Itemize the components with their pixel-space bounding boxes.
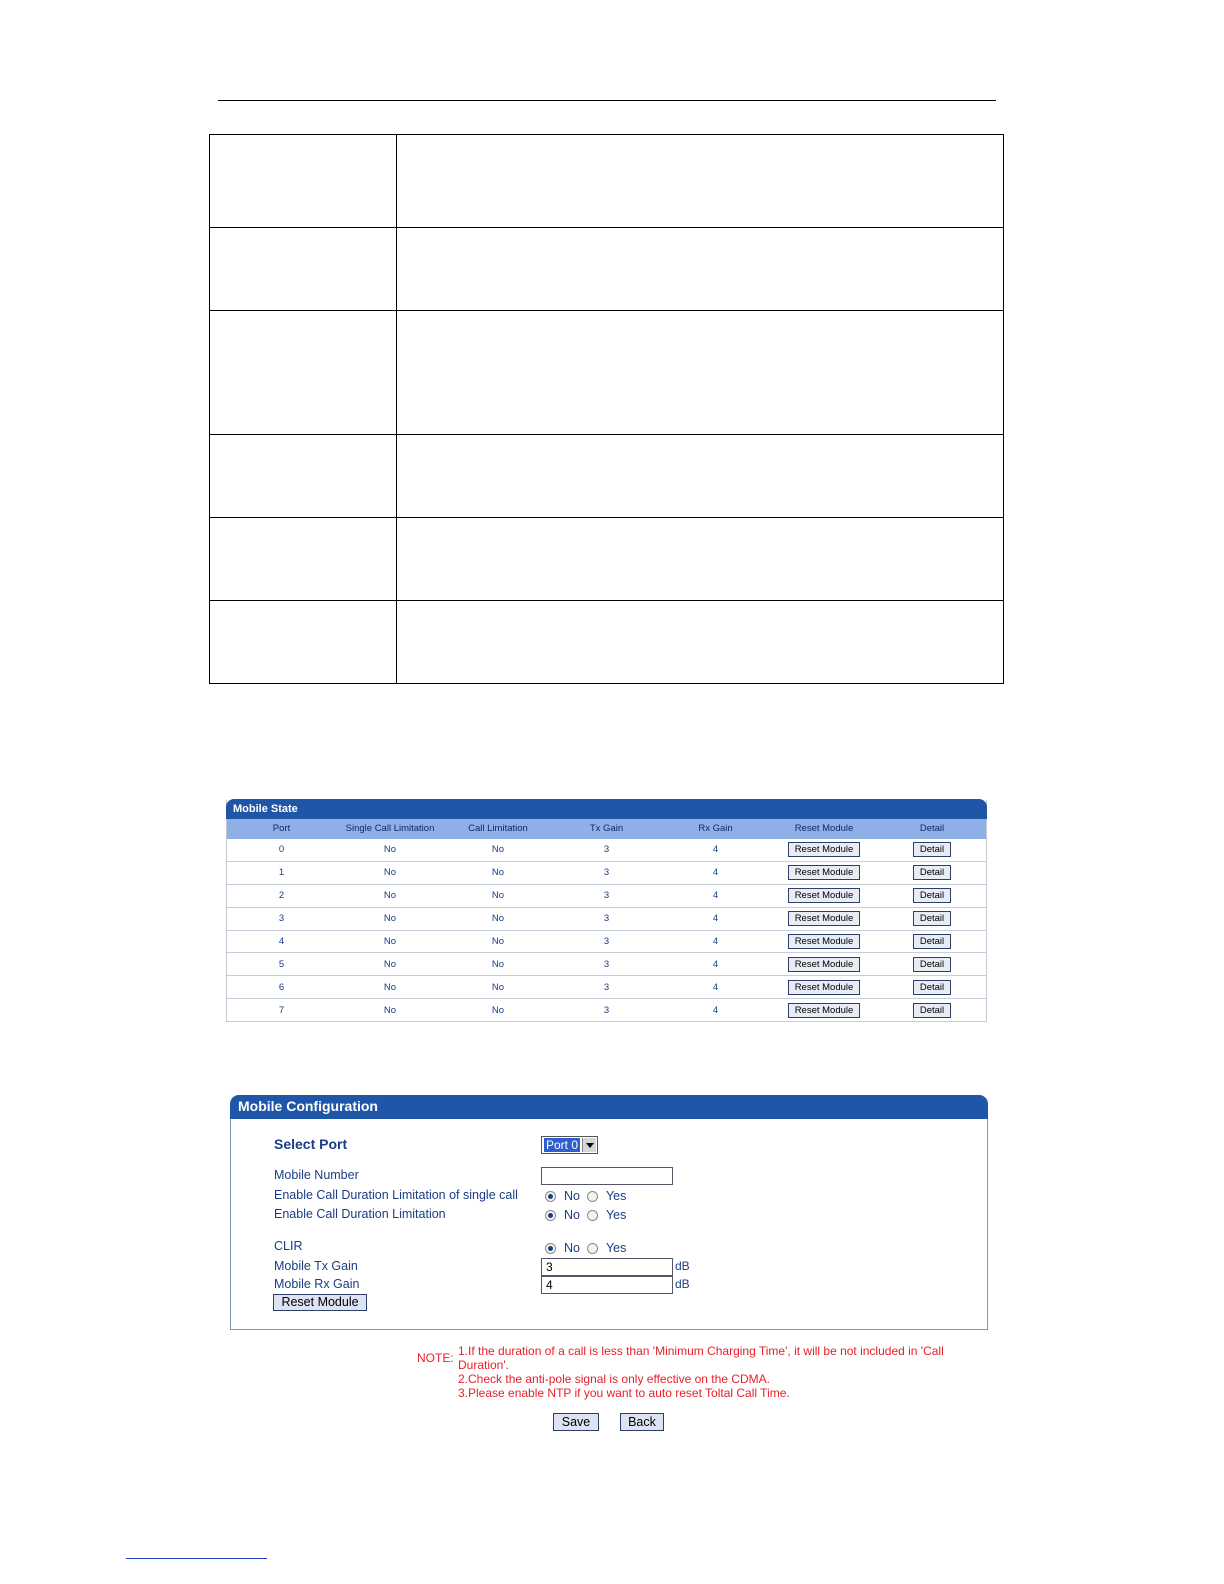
call-duration-yes-radio[interactable] [587, 1210, 598, 1221]
table-cell [210, 435, 397, 518]
reset-module-cell [770, 1003, 878, 1018]
port-cell: 2 [278, 890, 285, 902]
chevron-down-icon[interactable] [582, 1138, 596, 1152]
reset-module-button[interactable]: Reset Module [788, 888, 861, 903]
single-call-limitation-cell: No [383, 981, 397, 993]
port-cell: 5 [278, 958, 285, 970]
note-line-1-continued: Duration'. [458, 1358, 509, 1372]
rx-gain-cell: 4 [712, 890, 719, 902]
clir-radio-group [545, 1241, 633, 1255]
detail-button[interactable]: Detail [913, 934, 951, 949]
mobile-tx-gain-field[interactable] [541, 1258, 673, 1276]
mobile-number-label: Mobile Number [274, 1168, 359, 1182]
select-port-label: Select Port [274, 1136, 348, 1152]
detail-cell [878, 934, 986, 949]
call-limitation-cell: No [491, 867, 505, 879]
rx-gain-cell: 4 [712, 913, 719, 925]
single-call-limitation-cell: No [383, 844, 397, 856]
single-call-yes-radio[interactable] [587, 1191, 598, 1202]
detail-button[interactable]: Detail [913, 957, 951, 972]
table-cell [210, 135, 397, 228]
table-cell [210, 518, 397, 601]
rx-gain-cell: 4 [712, 867, 719, 879]
table-row [227, 885, 986, 908]
single-call-limitation-cell: No [383, 913, 397, 925]
call-duration-limitation-label: Enable Call Duration Limitation [274, 1207, 446, 1221]
port-cell: 1 [278, 867, 285, 879]
port-cell: 6 [278, 981, 285, 993]
table-cell [397, 518, 1004, 601]
reset-module-button[interactable]: Reset Module [788, 842, 861, 857]
detail-button[interactable]: Detail [913, 865, 951, 880]
reset-module-button[interactable]: Reset Module [788, 1003, 861, 1018]
mobile-rx-gain-label: Mobile Rx Gain [274, 1277, 360, 1291]
radio-label-no: No [564, 1241, 580, 1255]
rx-gain-unit: dB [675, 1277, 690, 1291]
note-line-1: 1.If the duration of a call is less than 'Minimum Charging Time', it will be not included in 'Call [458, 1344, 944, 1358]
mobile-state-title: Mobile State [226, 799, 987, 819]
column-header-reset-module: Reset Module [794, 823, 854, 834]
note-line-2: 2.Check the anti-pole signal is only effective on the CDMA. [458, 1372, 770, 1386]
detail-button[interactable]: Detail [913, 980, 951, 995]
rx-gain-cell: 4 [712, 844, 719, 856]
radio-label-no: No [564, 1208, 580, 1222]
mobile-tx-gain-label: Mobile Tx Gain [274, 1259, 358, 1273]
back-button[interactable]: Back [620, 1413, 664, 1431]
table-row [227, 931, 986, 954]
single-call-no-radio[interactable] [545, 1191, 556, 1202]
table-cell [210, 601, 397, 684]
table-cell [397, 228, 1004, 311]
table-cell [397, 135, 1004, 228]
detail-cell [878, 980, 986, 995]
call-limitation-cell: No [491, 936, 505, 947]
save-button[interactable]: Save [553, 1413, 599, 1431]
single-call-limitation-cell: No [383, 1004, 397, 1016]
call-limitation-cell: No [491, 844, 505, 856]
reset-module-cell [770, 980, 878, 995]
reset-module-button[interactable]: Reset Module [788, 911, 861, 926]
reset-module-cell [770, 934, 878, 949]
tx-gain-cell: 3 [603, 936, 610, 947]
column-header-rx-gain: Rx Gain [698, 823, 733, 834]
mobile-rx-gain-field[interactable] [541, 1276, 673, 1294]
clir-label: CLIR [274, 1239, 303, 1253]
radio-label-no: No [564, 1189, 580, 1203]
reset-module-button[interactable]: Reset Module [788, 980, 861, 995]
detail-cell [878, 865, 986, 880]
tx-gain-unit: dB [675, 1259, 690, 1273]
detail-cell [878, 957, 986, 972]
detail-cell [878, 911, 986, 926]
call-limitation-cell: No [491, 913, 505, 925]
call-limitation-cell: No [491, 1004, 505, 1016]
tx-gain-cell: 3 [603, 844, 610, 856]
table-row [227, 999, 986, 1022]
mobile-configuration-title: Mobile Configuration [230, 1095, 988, 1119]
rx-gain-cell: 4 [712, 981, 719, 993]
reset-module-cell [770, 888, 878, 903]
table-cell [210, 311, 397, 435]
port-cell: 0 [278, 844, 285, 856]
tx-gain-cell: 3 [603, 1004, 610, 1016]
detail-button[interactable]: Detail [913, 911, 951, 926]
column-header-port: Port [272, 823, 291, 834]
table-row [227, 839, 986, 862]
column-header-single-call-limitation: Single Call Limitation [345, 823, 435, 834]
reset-module-button[interactable]: Reset Module [788, 957, 861, 972]
single-call-limitation-cell: No [383, 936, 397, 947]
note-label: NOTE: [417, 1351, 454, 1365]
reset-module-button[interactable]: Reset Module [788, 865, 861, 880]
reset-module-cell [770, 865, 878, 880]
rx-gain-cell: 4 [712, 1004, 719, 1016]
clir-yes-radio[interactable] [587, 1243, 598, 1254]
table-cell [210, 228, 397, 311]
reset-module-button[interactable]: Reset Module [788, 934, 861, 949]
mobile-state-column-headers [227, 819, 986, 839]
port-select-value: Port 0 [546, 1138, 579, 1152]
single-call-limitation-cell: No [383, 958, 397, 970]
radio-label-yes: Yes [605, 1189, 627, 1203]
call-limitation-cell: No [491, 890, 505, 902]
call-duration-no-radio[interactable] [545, 1210, 556, 1221]
call-limitation-cell: No [491, 958, 505, 970]
detail-button[interactable]: Detail [913, 842, 951, 857]
column-header-tx-gain: Tx Gain [589, 823, 624, 834]
table-row [227, 976, 986, 999]
radio-label-yes: Yes [605, 1241, 627, 1255]
tx-gain-cell: 3 [603, 867, 610, 879]
rx-gain-cell: 4 [712, 936, 719, 947]
table-cell [397, 601, 1004, 684]
table-cell [397, 311, 1004, 435]
tx-gain-cell: 3 [603, 958, 610, 970]
tx-gain-cell: 3 [603, 890, 610, 902]
port-select[interactable] [541, 1136, 598, 1154]
reset-module-cell [770, 957, 878, 972]
mobile-state-rows [227, 839, 986, 1022]
tx-gain-cell: 3 [603, 913, 610, 925]
call-duration-limitation-radio-group [545, 1208, 633, 1222]
single-call-limitation-cell: No [383, 890, 397, 902]
note-line-3: 3.Please enable NTP if you want to auto reset Toltal Call Time. [458, 1386, 790, 1400]
reset-module-cell [770, 842, 878, 857]
single-call-limitation-radio-group [545, 1189, 633, 1203]
column-header-detail: Detail [919, 823, 945, 834]
reset-module-button[interactable]: Reset Module [273, 1294, 367, 1311]
column-header-call-limitation: Call Limitation [468, 823, 528, 834]
rx-gain-cell: 4 [712, 958, 719, 970]
port-cell: 3 [278, 913, 285, 925]
tx-gain-cell: 3 [603, 981, 610, 993]
footer-link-underline [126, 1558, 267, 1559]
mobile-number-field[interactable] [541, 1167, 673, 1185]
radio-label-yes: Yes [605, 1208, 627, 1222]
detail-cell [878, 842, 986, 857]
detail-button[interactable]: Detail [913, 888, 951, 903]
document-parameter-table [209, 134, 1004, 684]
clir-no-radio[interactable] [545, 1243, 556, 1254]
detail-cell [878, 1003, 986, 1018]
table-cell [397, 435, 1004, 518]
table-row [227, 862, 986, 885]
detail-cell [878, 888, 986, 903]
call-limitation-cell: No [491, 981, 505, 993]
page-header-rule [218, 100, 996, 101]
reset-module-cell [770, 911, 878, 926]
table-row [227, 953, 986, 976]
port-cell: 4 [278, 936, 285, 947]
single-call-limitation-cell: No [383, 867, 397, 879]
single-call-limitation-label: Enable Call Duration Limitation of single call [274, 1188, 518, 1202]
detail-button[interactable]: Detail [913, 1003, 951, 1018]
port-cell: 7 [278, 1004, 285, 1016]
table-row [227, 908, 986, 931]
